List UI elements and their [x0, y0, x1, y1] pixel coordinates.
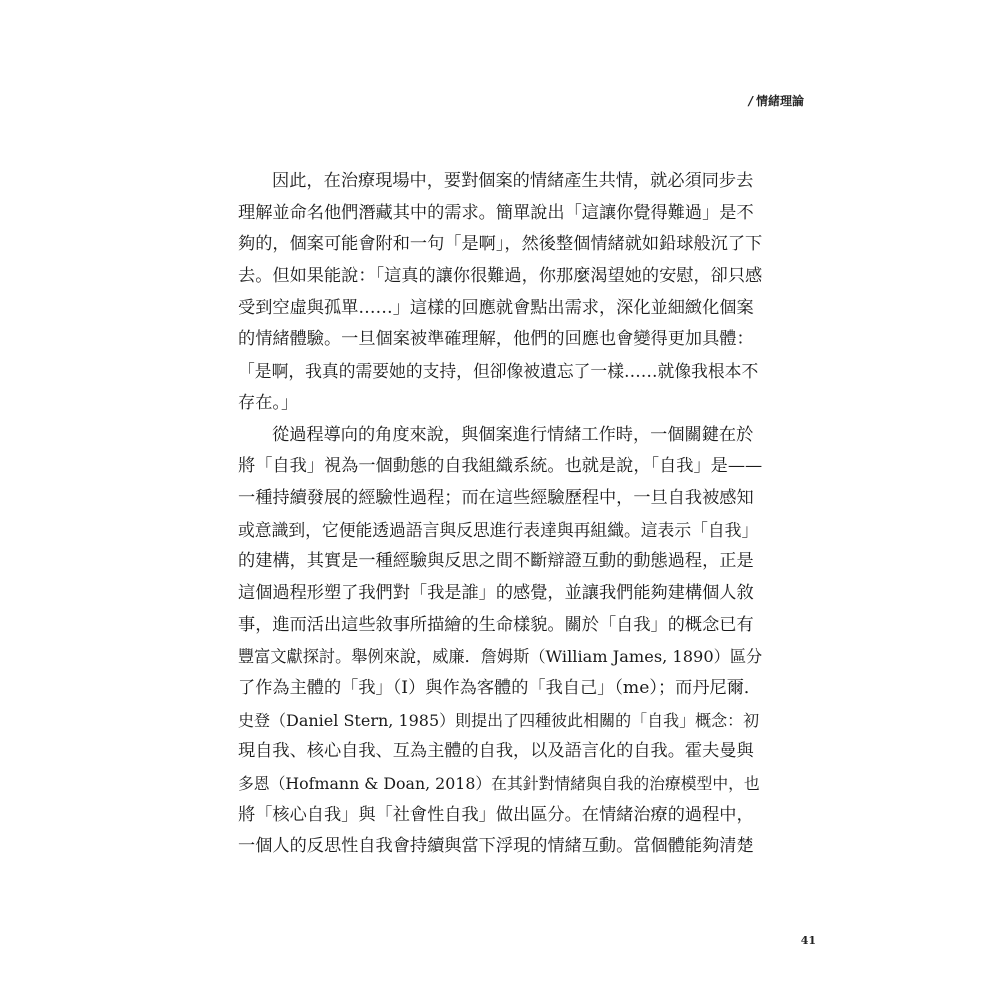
- paragraph-1-line-4: 去。但如果能說：「這真的讓你很難過，你那麼渴望她的安慰，卻只感: [238, 266, 763, 287]
- paragraph-2-line-5: 的建構，其實是一種經驗與反思之間不斷辯證互動的動態過程，正是: [238, 551, 754, 572]
- paragraph-1-line-5: 受到空虛與孤單……」這樣的回應就會點出需求，深化並細緻化個案: [238, 297, 754, 318]
- running-header: [749, 92, 804, 109]
- paragraph-1-line-8: 存在。」: [238, 392, 299, 413]
- paragraph-1-line-3: 夠的，個案可能會附和一句「是啊」，然後整個情緒就如鉛球般沉了下: [238, 234, 763, 255]
- paragraph-2-line-12: 多恩（Hofmann & Doan, 2018）在其針對情緒與自我的治療模型中，也: [238, 774, 760, 794]
- paragraph-1-line-7: 「是啊，我真的需要她的支持，但卻像被遺忘了一樣……就像我根本不: [238, 361, 759, 382]
- paragraph-2-line-11: 現自我、核心自我、互為主體的自我，以及語言化的自我。霍夫曼與: [238, 741, 754, 762]
- paragraph-1-line-6: 的情緒體驗。一旦個案被準確理解，他們的回應也會變得更加具體：: [238, 329, 754, 350]
- paragraph-1-line-1: 因此，在治療現場中，要對個案的情緒產生共情，就必須同步去: [272, 171, 754, 191]
- paragraph-2-line-4: 或意識到，它便能透過語言與反思進行表達與再組織。這表示「自我」: [238, 519, 759, 540]
- paragraph-1-line-2: 理解並命名他們潛藏其中的需求。簡單說出「這讓你覺得難過」是不: [238, 202, 754, 223]
- page-number: 41: [800, 934, 816, 947]
- paragraph-2-line-10: 史登（Daniel Stern, 1985）則提出了四種彼此相關的「自我」概念：初: [238, 710, 760, 730]
- body-text: [238, 166, 764, 863]
- paragraph-2-line-14: 一個人的反思性自我會持續與當下浮現的情緒互動。當個體能夠清楚: [238, 836, 754, 857]
- paragraph-2-line-13: 將「核心自我」與「社會性自我」做出區分。在情緒治療的過程中，: [238, 804, 754, 825]
- chapter-title: 情緒理論: [755, 94, 804, 108]
- paragraph-2-line-2: 將「自我」視為一個動態的自我組織系統。也就是說，「自我」是——: [238, 456, 763, 477]
- paragraph-2-line-3: 一種持續發展的經驗性過程；而在這些經驗歷程中，一旦自我被感知: [238, 487, 754, 508]
- paragraph-2-line-1: 從過程導向的角度來說，與個案進行情緒工作時，一個關鍵在於: [272, 424, 754, 445]
- header-slash: /: [748, 94, 753, 108]
- paragraph-2-line-6: 這個過程形塑了我們對「我是誰」的感覺，並讓我們能夠建構個人敘: [238, 582, 754, 603]
- paragraph-2-line-8: 豐富文獻探討。舉例來說，威廉．詹姆斯（William James, 1890）區分: [238, 647, 763, 667]
- paragraph-2-line-7: 事，進而活出這些敘事所描繪的生命樣貌。關於「自我」的概念已有: [238, 614, 754, 635]
- paragraph-2-line-9: 了作為主體的「我」（I）與作為客體的「我自己」（me）；而丹尼爾．: [238, 678, 762, 698]
